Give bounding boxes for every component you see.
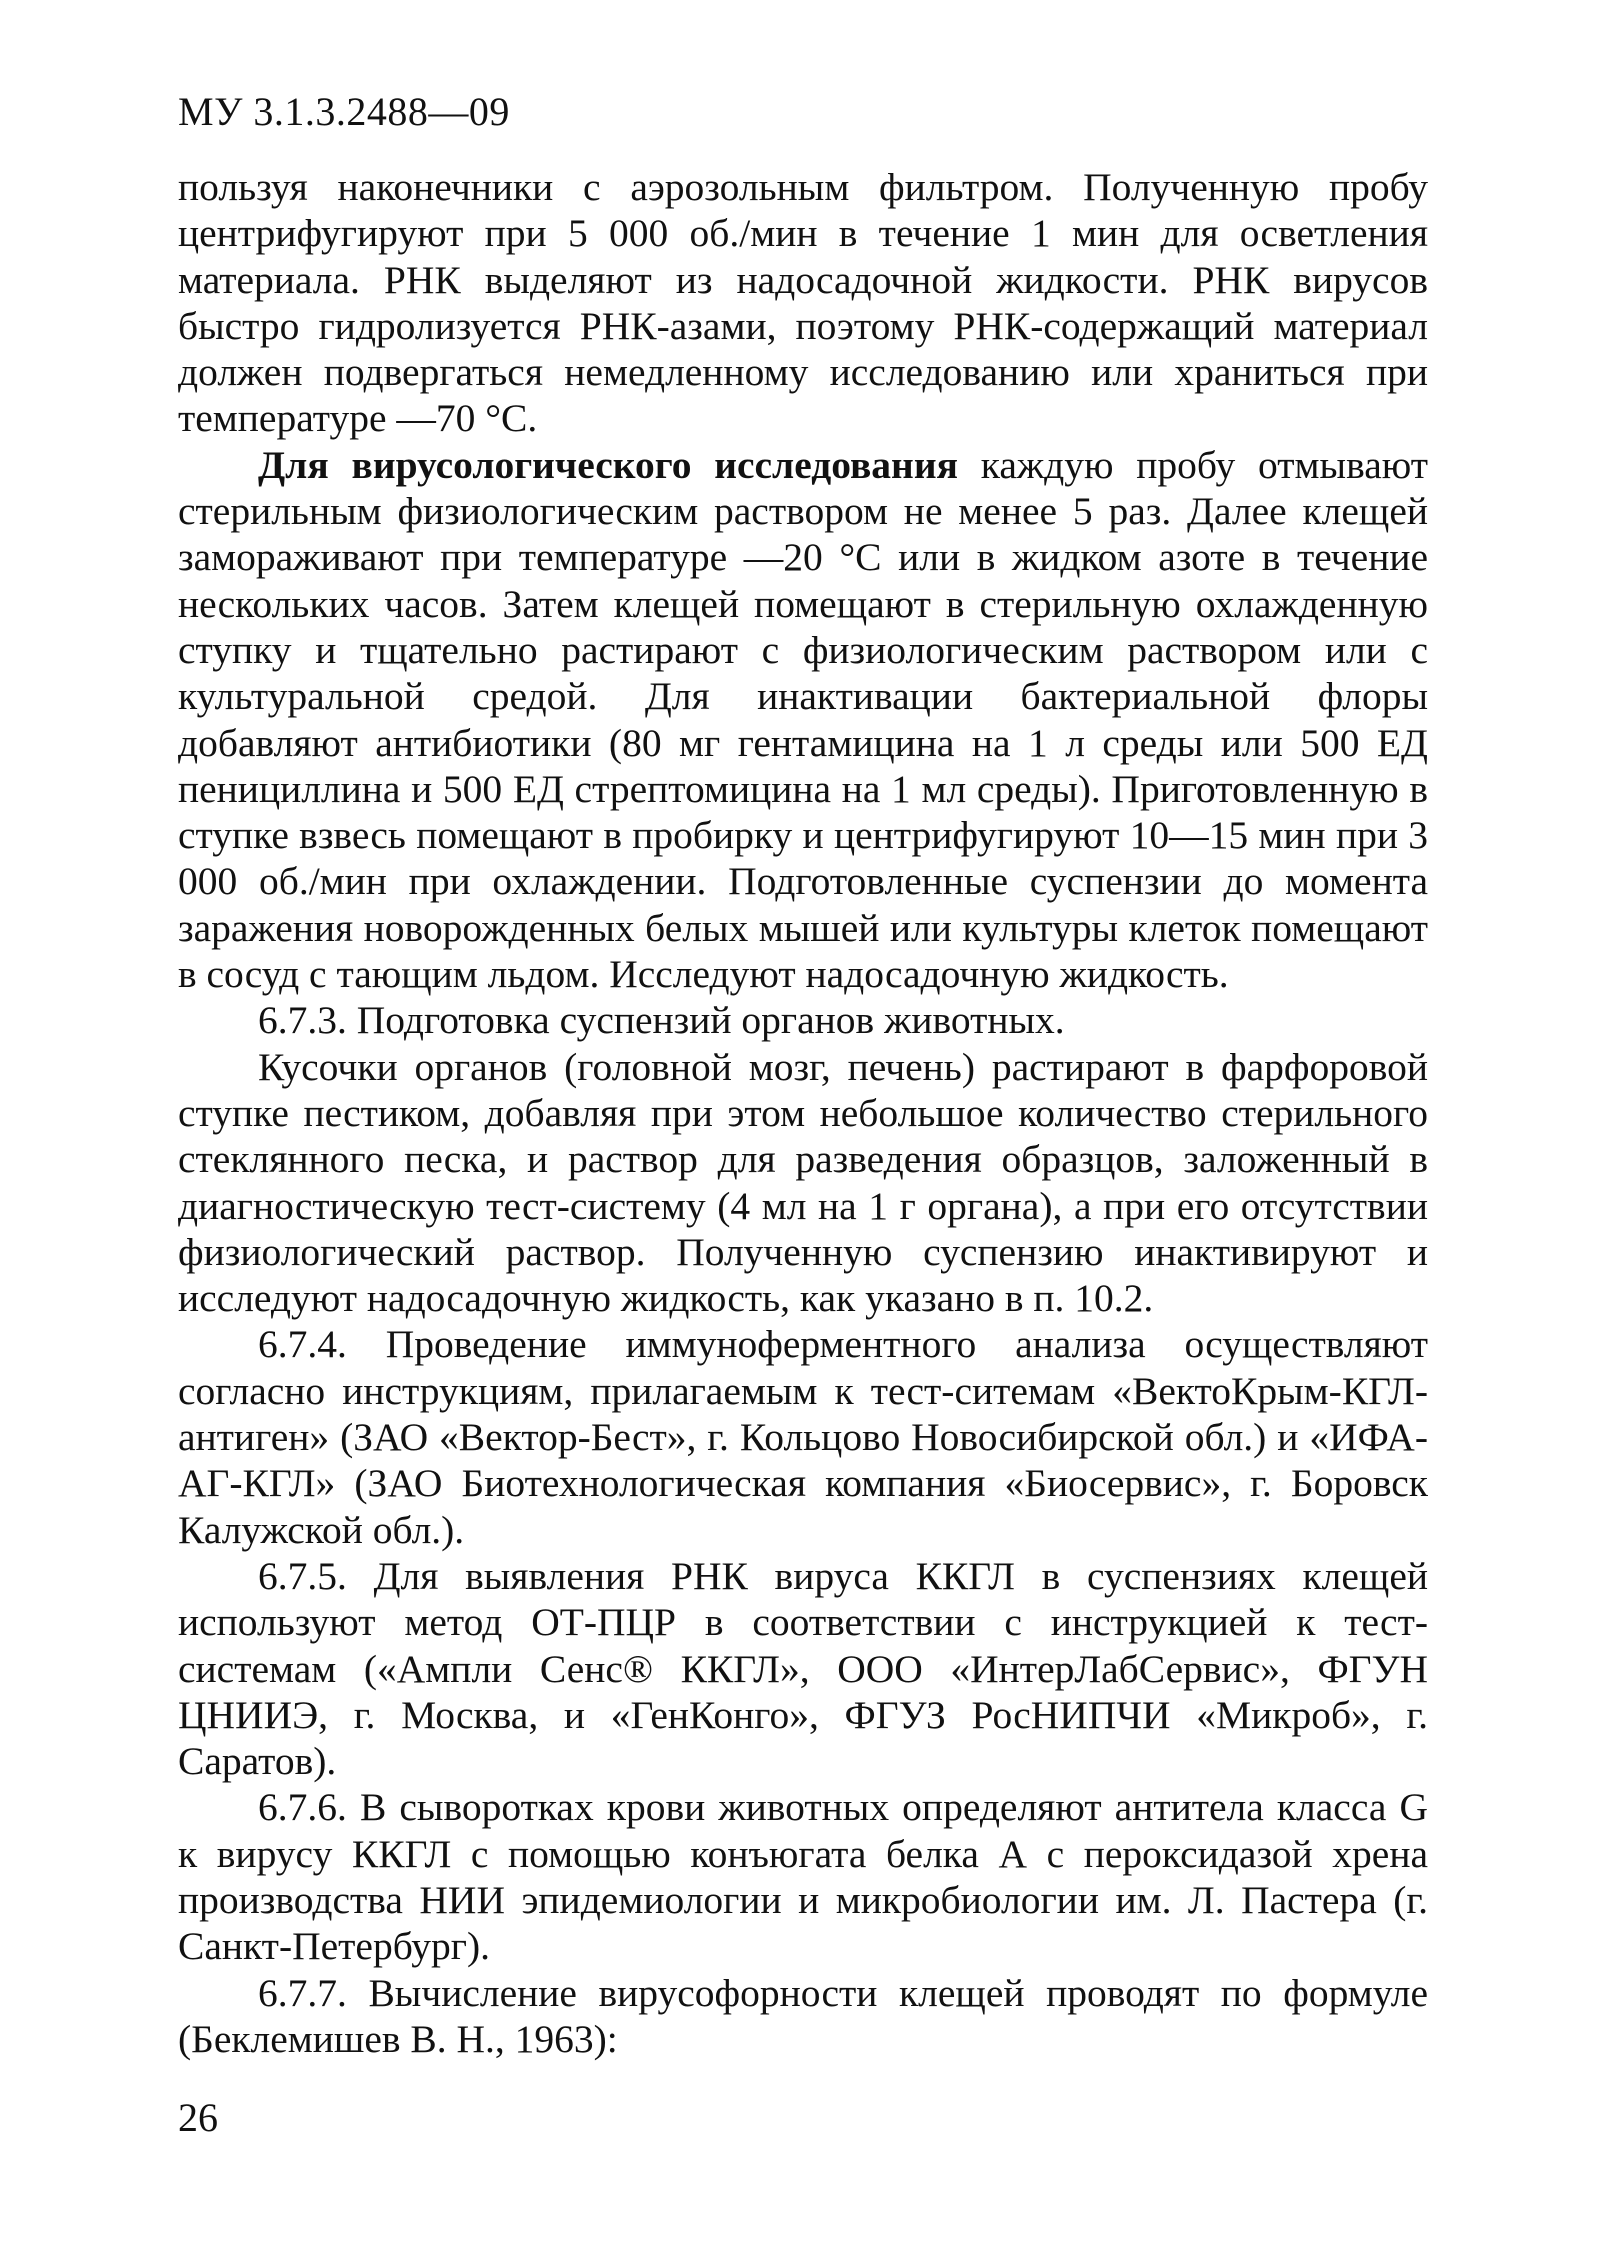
- section-6-7-6: 6.7.6. В сыворотках крови животных определяют антитела класса G к вирусу ККГЛ с помощью конъюгата белка А с пероксидазой хрена производства НИИ эпидемиологии и микробиологии им. Л. Пастера (г. Санкт-Петербург).: [178, 1785, 1428, 1969]
- paragraph-continuation: пользуя наконечники с аэрозольным фильтром. Полученную пробу центрифугируют при 5 000 об./мин в течение 1 мин для осветления материала. РНК выделяют из надосадочной жидкости. РНК вирусов быстро гидролизуется РНК-азами, поэтому РНК-содержащий материал должен подвергаться немедленному исследованию или храниться при температуре —70 °С.: [178, 165, 1428, 441]
- page-number: 26: [178, 2095, 218, 2140]
- section-6-7-7: 6.7.7. Вычисление вирусофорности клещей проводят по формуле (Беклемишев В. Н., 1963):: [178, 1970, 1428, 2061]
- document-code: МУ 3.1.3.2488—09: [178, 89, 510, 134]
- paragraph-virology: [178, 442, 1428, 998]
- section-6-7-3-heading: 6.7.3. Подготовка суспензий органов животных.: [258, 998, 1065, 1043]
- section-6-7-4: 6.7.4. Проведение иммуноферментного анализа осуществляют согласно инструкциям, прилагаемым к тест-ситемам «ВектоКрым-КГЛ-антиген» (ЗАО «Вектор-Бест», г. Кольцово Новосибирской обл.) и «ИФА-АГ-КГЛ» (ЗАО Биотехнологическая компания «Биосервис», г. Боровск Калужской обл.).: [178, 1322, 1428, 1552]
- page-body: [178, 164, 1428, 2062]
- virology-text: каждую пробу отмывают стерильным физиологическим раствором не менее 5 раз. Далее клещей замораживают при температуре —20 °С или в жидком азоте в течение нескольких часов. Затем клещей помещают в стерильную охлажденную ступку и тщательно растирают с физиологическим раствором или с культуральной средой. Для инактивации бактериальной флоры добавляют антибиотики (80 мг гентамицина на 1 л среды или 500 ЕД пенициллина и 500 ЕД стрептомицина на 1 мл среды). Приготовленную в ступке взвесь помещают в пробирку и центрифугируют 10—15 мин при 3 000 об./мин при охлаждении. Подготовленные суспензии до момента заражения новорожденных белых мышей или культуры клеток помещают в сосуд с тающим льдом. Исследуют надосадочную жидкость.: [178, 442, 1428, 997]
- section-6-7-5: 6.7.5. Для выявления РНК вируса ККГЛ в суспензиях клещей используют метод ОТ-ПЦР в соответствии с инструкцией к тест-системам («Ампли Сенс® ККГЛ», ООО «ИнтерЛабСервис», ФГУН ЦНИИЭ, г. Москва, и «ГенКонго», ФГУЗ РосНИПЧИ «Микроб», г. Саратов).: [178, 1553, 1428, 1784]
- paragraph-organ-suspension: Кусочки органов (головной мозг, печень) растирают в фарфоровой ступке пестиком, добавляя при этом небольшое количество стерильного стеклянного песка, и раствор для разведения образцов, заложенный в диагностическую тест-систему (4 мл на 1 г органа), а при его отсутствии физиологический раствор. Полученную суспензию инактивируют и исследуют надосадочную жидкость, как указано в п. 10.2.: [178, 1044, 1428, 1321]
- virology-heading: Для вирусологического исследования: [258, 442, 958, 487]
